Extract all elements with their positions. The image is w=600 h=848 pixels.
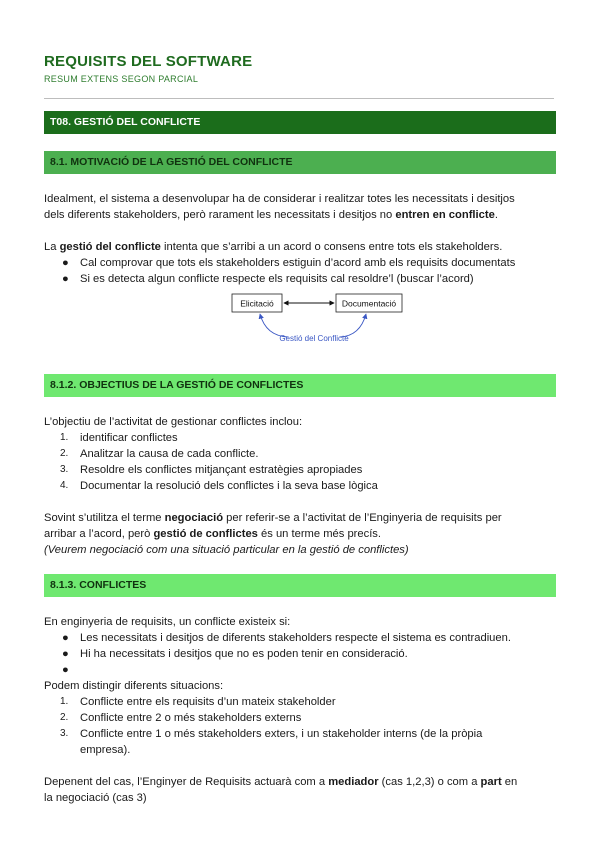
emphasis-entren-en-conflicte: entren en conflicte (395, 209, 495, 221)
header-divider (44, 98, 554, 99)
bullet-icon: ● (62, 648, 69, 660)
list-item: Analitzar la causa de cada conflicte. (80, 448, 259, 460)
emphasis-gestio-de-conflictes: gestió de conflictes (153, 528, 258, 540)
list-item: Les necessitats i desitjos de diferents stakeholders respecte el sistema es contradiuen. (80, 632, 511, 644)
diagram-label-documentacio: Documentació (341, 298, 397, 309)
paragraph-final-line1 (44, 774, 556, 790)
paragraph-negociacio-line1 (44, 510, 556, 526)
list-item: Cal comprovar que tots els stakeholders estiguin d’acord amb els requisits documentats (80, 257, 516, 269)
diagram-label-elicitacio: Elicitació (240, 298, 274, 309)
bullet-icon: ● (62, 632, 69, 644)
conflict-management-diagram (226, 290, 406, 348)
text-run: per referir-se a l’activitat de l’Enginyeria de requisits per (223, 512, 502, 524)
text-run: en (501, 776, 518, 788)
paragraph-objectius-intro: L’objectiu de l’activitat de gestionar conflictes inclou: (44, 416, 303, 428)
list-item: Documentar la resolució dels conflictes i la seva base lògica (80, 480, 378, 492)
list-number: 1. (60, 432, 69, 443)
list-item: Hi ha necessitats i desitjos que no es poden tenir en consideració. (80, 648, 408, 660)
paragraph-situacions-intro: Podem distingir diferents situacions: (44, 680, 224, 692)
list-number: 3. (60, 728, 69, 739)
bullet-icon: ● (62, 664, 69, 676)
section-heading-8-1-2: 8.1.2. OBJECTIUS DE LA GESTIÓ DE CONFLICTES (44, 374, 556, 397)
list-item: identificar conflictes (80, 432, 178, 444)
document-subtitle: RESUM EXTENS SEGON PARCIAL (44, 74, 199, 84)
section-heading-8-1-3: 8.1.3. CONFLICTES (44, 574, 556, 597)
document-title: REQUISITS DEL SOFTWARE (44, 53, 253, 70)
bullet-icon: ● (62, 273, 69, 285)
emphasis-negociacio: negociació (164, 512, 224, 524)
text-run: . (494, 209, 498, 221)
list-item: Conflicte entre 1 o més stakeholders exters, i un stakeholder interns (de la pròpia (80, 728, 483, 740)
list-item: Si es detecta algun conflicte respecte els requisits cal resoldre’l (buscar l’acord) (80, 273, 474, 285)
list-number: 4. (60, 480, 69, 491)
bullet-icon: ● (62, 257, 69, 269)
italic-note: (Veurem negociació com una situació particular en la gestió de conflictes) (44, 544, 409, 556)
list-number: 3. (60, 464, 69, 475)
topic-heading: T08. GESTIÓ DEL CONFLICTE (44, 111, 556, 134)
emphasis-part: part (480, 776, 502, 788)
text-run: (cas 1,2,3) o com a (378, 776, 481, 788)
text-run: arribar a l’acord, però (44, 528, 154, 540)
text-run: és un terme més precís. (257, 528, 382, 540)
list-item: Resoldre els conflictes mitjançant estratègies apropiades (80, 464, 363, 476)
emphasis-mediador: mediador (328, 776, 379, 788)
text-run: dels diferents stakeholders, però rarament les necessitats i desitjos no (44, 209, 396, 221)
list-item-continuation: empresa). (80, 744, 131, 756)
text-run: La (44, 241, 60, 253)
emphasis-gestio-del-conflicte: gestió del conflicte (59, 241, 161, 253)
paragraph-conflictes-intro: En enginyeria de requisits, un conflicte existeix si: (44, 616, 291, 628)
paragraph-motivation-line2 (44, 207, 556, 223)
paragraph-gestio-conflicte (44, 239, 556, 255)
list-item: Conflicte entre els requisits d’un mateix stakeholder (80, 696, 336, 708)
paragraph-negociacio-line2 (44, 526, 556, 542)
text-run: Sovint s’utilitza el terme (44, 512, 165, 524)
text-run: Depenent del cas, l’Enginyer de Requisits actuarà com a (44, 776, 329, 788)
diagram-label-gestio: Gestió del Conflicte (279, 334, 349, 343)
list-number: 1. (60, 696, 69, 707)
paragraph-motivation-line1: Idealment, el sistema a desenvolupar ha de considerar i realitzar totes les necessitats i desitjos (44, 193, 515, 205)
section-heading-8-1: 8.1. MOTIVACIÓ DE LA GESTIÓ DEL CONFLICTE (44, 151, 556, 174)
paragraph-final-line2: la negociació (cas 3) (44, 792, 147, 804)
list-item: Conflicte entre 2 o més stakeholders externs (80, 712, 302, 724)
list-number: 2. (60, 712, 69, 723)
text-run: intenta que s’arribi a un acord o consens entre tots els stakeholders. (160, 241, 503, 253)
list-number: 2. (60, 448, 69, 459)
